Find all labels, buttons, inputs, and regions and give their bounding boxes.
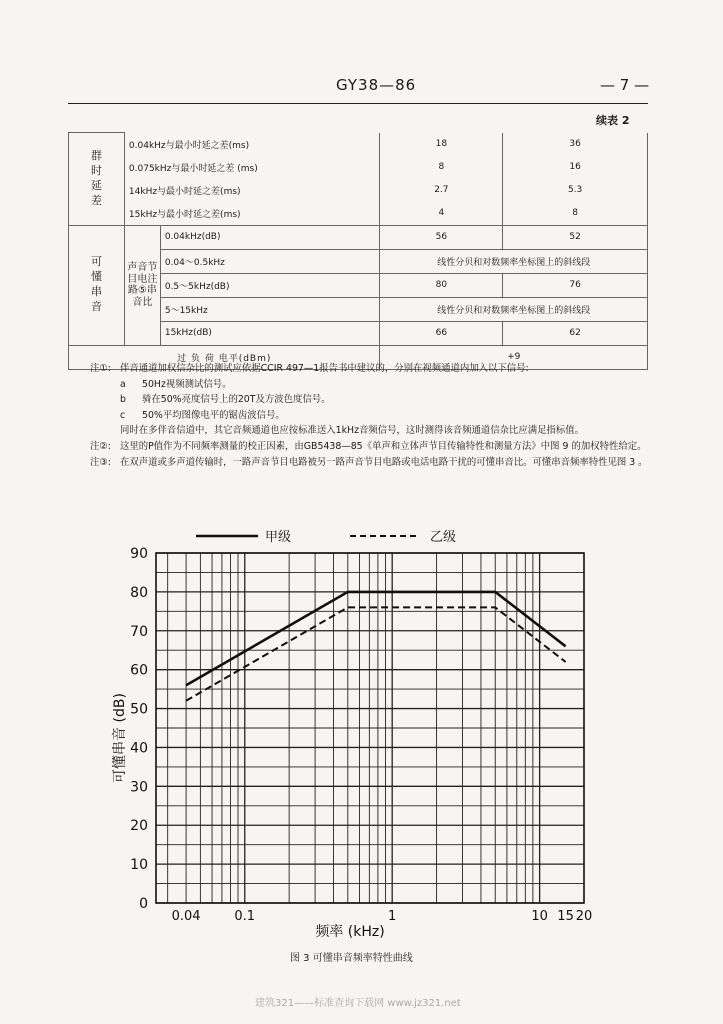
y-tick-label: 90 (130, 546, 148, 562)
row-item: 15kHz(dB) (160, 321, 380, 345)
row-item: 0.5～5kHz(dB) (160, 273, 380, 297)
x-tick-label: 10 (531, 909, 548, 924)
overload-value: +9 (380, 345, 648, 369)
y-tick-label: 0 (139, 896, 148, 912)
row-item: 14kHz与最小时延之差(ms) (124, 179, 380, 202)
grade-a-value: 4 (380, 202, 503, 226)
y-axis-label: 可懂串音 (dB) (112, 693, 128, 783)
standard-code: GY38—86 (336, 76, 417, 94)
legend-label-grade-b: 乙级 (430, 530, 457, 545)
group-crosstalk-label: 可 懂 串 音 (69, 225, 125, 345)
row-item: 0.04kHz(dB) (160, 225, 380, 249)
figure-caption: 图 3 可懂串音频率特性曲线 (290, 953, 413, 964)
grade-a-value: 56 (380, 225, 503, 249)
note-sub-item: c 50%平均图像电平的锯齿波信号。 (120, 409, 285, 421)
note-text: 在双声道或多声道传输时，一路声音节目电路被另一路声音节目电路或电话电路干扰的可懂串音比。可懂串音频率特性见图 3 。 (120, 456, 648, 468)
y-tick-label: 40 (130, 740, 148, 757)
group-delay-label: 群 时 延 差 (69, 133, 125, 226)
note-text: 这里的P值作为不同频率测量的校正因素，由GB5438—85《单声和立体声节目传输特性和测量方法》中图 9 的加权特性给定。 (120, 440, 647, 452)
grade-b-value: 52 (503, 225, 648, 249)
legend-label-grade-a: 甲级 (265, 530, 292, 545)
note-text: 伴音通道加权信杂比的测试应依据CCIR 497—1报告书中建议的，分别在视频通道内加入以下信号: (120, 363, 529, 374)
note-sub-item: b 骑在50%亮度信号上的20T及方波色度信号。 (120, 394, 331, 406)
x-tick-label: 0.04 (171, 909, 201, 924)
grade-a-value: 8 (380, 156, 503, 179)
grade-b-value: 16 (503, 156, 648, 179)
x-tick-label: 15 (557, 909, 574, 924)
continuation-label: 续表 2 (596, 114, 630, 127)
series-line-grade-a (186, 592, 565, 685)
x-tick-label: 1 (388, 909, 397, 924)
row-item: 15kHz与最小时延之差(ms) (124, 202, 380, 226)
series-line-grade-b (186, 607, 565, 700)
row-item: 0.075kHz与最小时延之差 (ms) (124, 156, 380, 179)
overload-label: 过 负 荷 电平(dBm) (69, 345, 380, 369)
grade-a-value: 18 (380, 133, 503, 156)
grade-a-value: 80 (380, 273, 503, 297)
grade-a-value: 2.7 (380, 179, 503, 202)
grade-b-value: 5.3 (503, 179, 648, 202)
y-tick-label: 20 (130, 818, 148, 835)
grade-b-value: 76 (503, 273, 648, 297)
row-item: 0.04～0.5kHz (160, 249, 380, 273)
row-item: 5～15kHz (160, 297, 380, 321)
x-tick-label: 0.1 (234, 909, 256, 924)
y-tick-label: 30 (130, 779, 148, 796)
note-1-extra: 同时在多伴音信道中，其它音频通道也应按标准送入1kHz音频信号，这时测得该音频通道信杂比应满足指标值。 (120, 425, 584, 437)
span-value: 线性分贝和对数频率坐标图上的斜线段 (380, 297, 648, 321)
x-tick-label: 20 (575, 909, 593, 924)
grade-b-value: 62 (503, 321, 648, 345)
row-item: 0.04kHz与最小时延之差(ms) (124, 133, 380, 156)
grade-b-value: 8 (503, 202, 648, 226)
y-tick-label: 10 (130, 857, 148, 874)
subgroup-crosstalk-label: 声音节目电注路⑤串音比 (124, 225, 160, 345)
note-sub-item: a 50Hz视频测试信号。 (120, 378, 232, 390)
x-axis-label: 频率 (kHz) (315, 924, 385, 940)
page-number: — 7 — (600, 76, 650, 94)
y-tick-label: 70 (130, 623, 148, 640)
span-value: 线性分贝和对数频率坐标图上的斜线段 (380, 249, 648, 273)
y-tick-label: 80 (130, 584, 148, 601)
y-tick-label: 50 (130, 701, 148, 718)
grade-b-value: 36 (503, 133, 648, 156)
note-tag: 注③: (90, 456, 111, 468)
note-tag: 注②: (90, 440, 111, 452)
y-tick-label: 60 (130, 662, 148, 679)
watermark: 建筑321——标准查询下载网 www.jz321.net (255, 998, 461, 1009)
note-tag: 注①: (90, 363, 111, 374)
grade-a-value: 66 (380, 321, 503, 345)
